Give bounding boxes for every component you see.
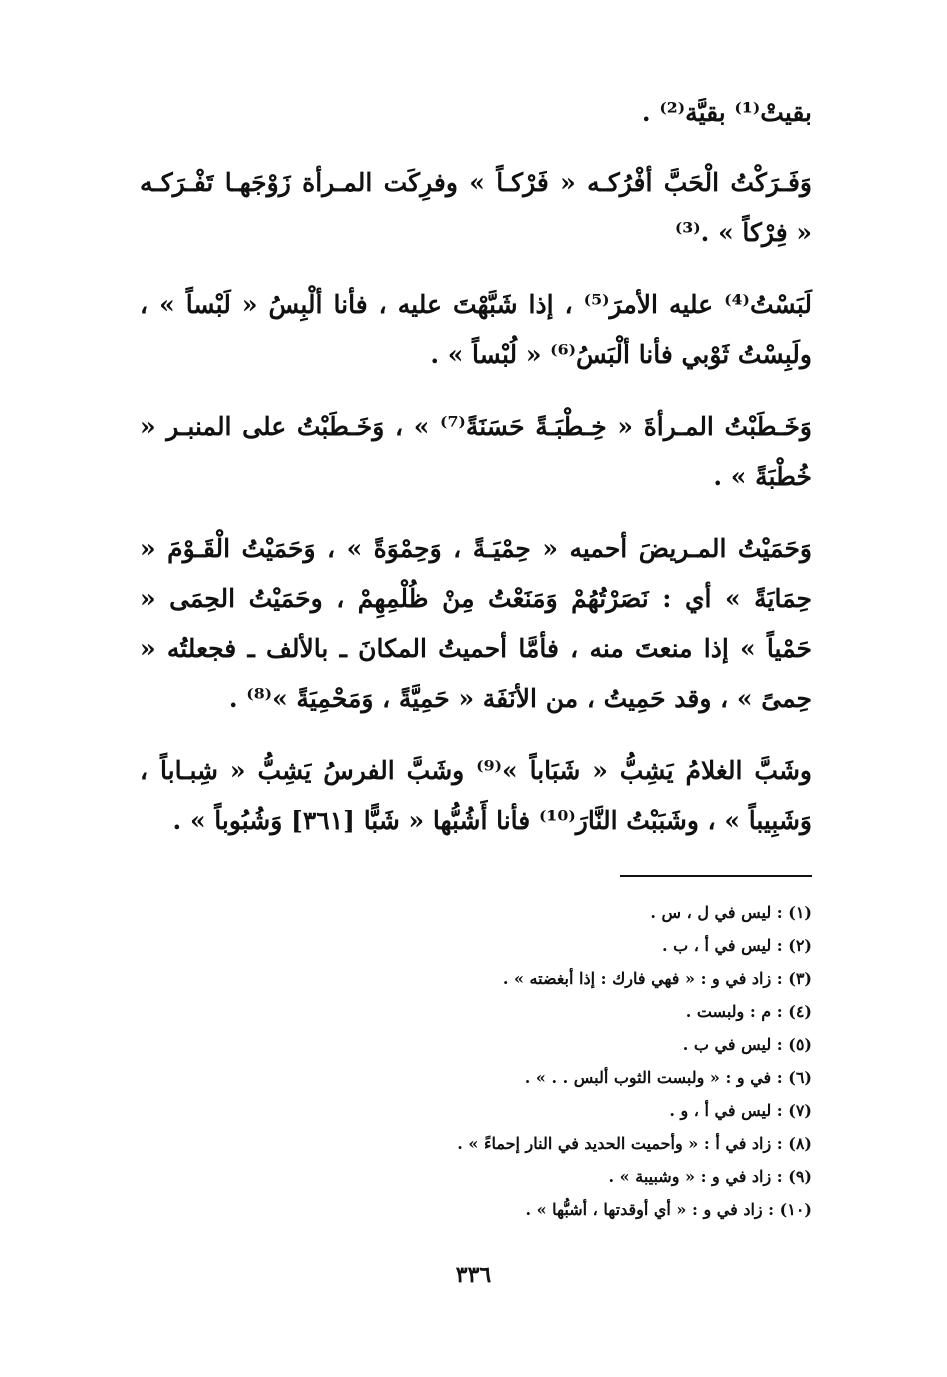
paragraph-6: وشَبَّ الغلامُ يَشِبُّ « شَبَاباً »⁽⁹⁾ وشَبَّ الفرسُ يَشِبُّ « شِبـاباً ، وَشَبِيباً » ، وشَبَبْتُ النَّارَ⁽¹⁰⁾ فأنا أَشُبُّها « شَبًّا [٣٦١] وَشُبُوباً » . [140, 756, 812, 835]
footnote-separator [620, 875, 812, 877]
footnote-4: (٤) : م : ولبست . [685, 1002, 812, 1021]
footnote-10: (١٠) : زاد في و : « أي أوقدتها ، أشبُّها » . [525, 1200, 812, 1219]
footnote-8: (٨) : زاد في أ : « وأحميت الحديد في النار إحماءً » . [457, 1134, 812, 1153]
footnotes [140, 896, 812, 1226]
paragraph-5: وَحَمَيْتُ المـريضَ أحميه « حِمْيَـةً ، وَحِمْوَةً » ، وَحَمَيْتُ الْقَـوْمَ « حِمَايَةً » أي : نَصَرْتُهُمْ وَمَنَعْتُ مِنْ ظُلْمِهِمْ ، وحَمَيْتُ الحِمَى « حَمْياً » إذا منعتَ منه ، فأمَّا أحميتُ المكانَ ـ بالألف ـ فجعلتُه « حِمىً » ، وقد حَمِيتُ ، من الأنَفَة « حَمِيَّةً ، وَمَحْمِيَةً »⁽⁸⁾ . [140, 534, 812, 713]
page-number: ٣٣٦ [455, 1262, 492, 1288]
footnote-6: (٦) : في و : « ولبست الثوب ألبس . . » . [524, 1068, 812, 1087]
footnote-2: (٢) : ليس في أ ، ب . [662, 936, 812, 955]
footnote-3: (٣) : زاد في و : « فهي فارك : إذا أبغضته » . [502, 969, 812, 988]
paragraph-4: وَخَـطَبْتُ المـرأةَ « خِـطْبَـةً حَسَنَةً⁽⁷⁾ » ، وَخَـطَبْتُ على المنبـر « خُطْبَةً » . [140, 412, 812, 491]
footnote-5: (٥) : ليس في ب . [682, 1035, 812, 1054]
footnote-9: (٩) : زاد في و : « وشبيبة » . [608, 1167, 812, 1186]
paragraph-1: بقيتْ⁽¹⁾ بقيَّة⁽²⁾ . [641, 98, 812, 127]
footnote-7: (٧) : ليس في أ ، و . [669, 1101, 812, 1120]
footnote-1: (١) : ليس في ل ، س . [650, 903, 812, 922]
paragraph-2: وَفَـرَكْتُ الْحَبَّ أفْرُكـه « فَرْكـاً » وفرِكَت المـرأة زَوْجَهـا تَفْـرَكـه « فِرْكاً » .⁽³⁾ [140, 168, 812, 247]
main-text [140, 88, 812, 868]
paragraph-3: لَبَسْتُ⁽⁴⁾ عليه الأمرَ⁽⁵⁾ ، إذا شَبَّهْتَ عليه ، فأنا ألْبِسُ « لَبْساً » ، ولَبِسْتُ ثَوْبي فأنا ألْبَسُ⁽⁶⁾ « لُبْساً » . [140, 290, 812, 369]
